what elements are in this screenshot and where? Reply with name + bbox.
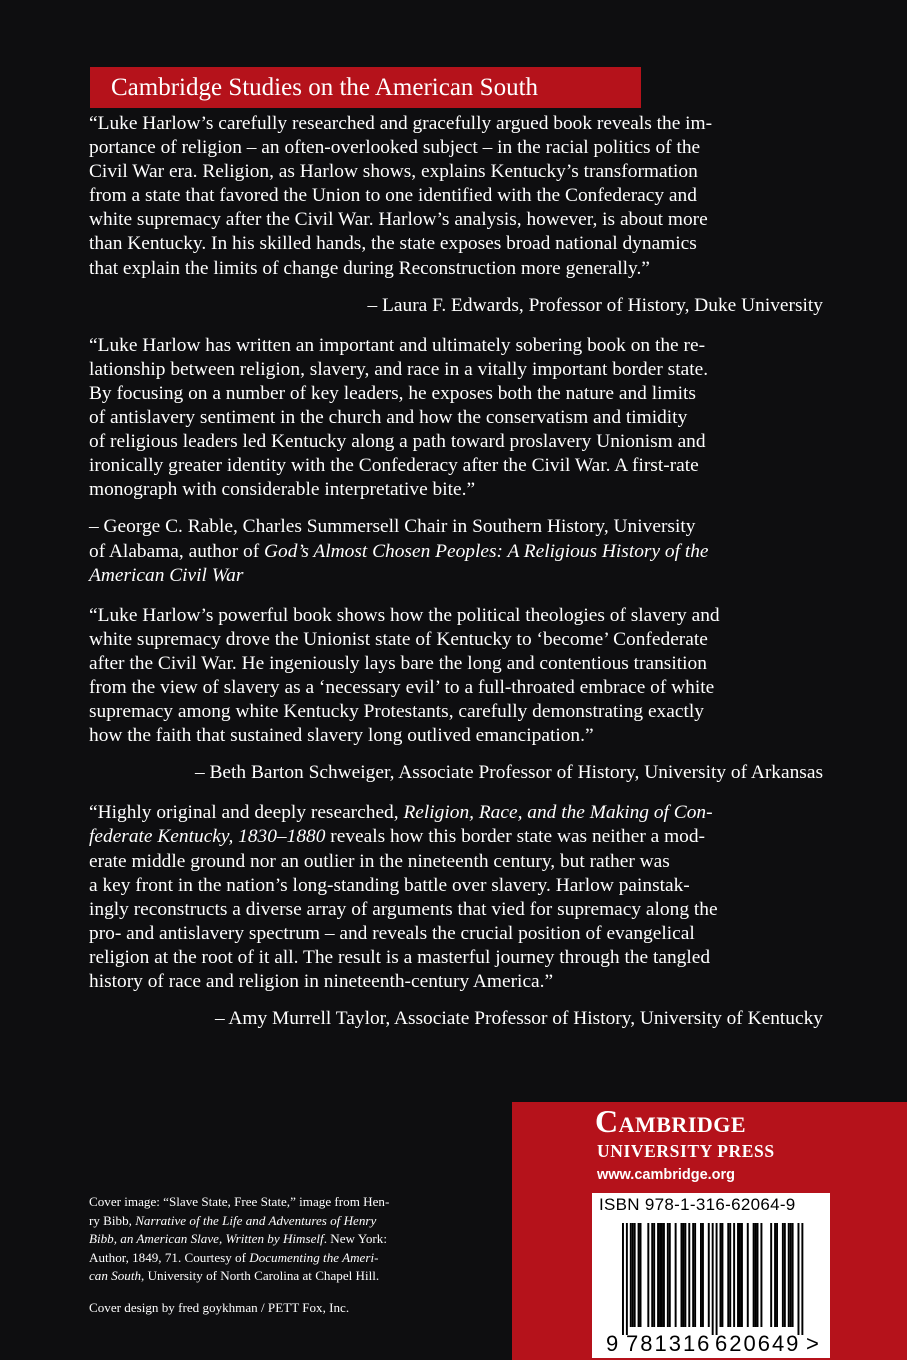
blurb-line: ironically greater identity with the Confederacy after the Civil War. A first-rate — [89, 455, 699, 477]
blurb-line: “Luke Harlow’s powerful book shows how the political theologies of slavery and — [89, 604, 720, 626]
barcode-bar — [661, 1223, 663, 1327]
barcode-bar — [684, 1223, 686, 1327]
blurb-3-quote — [89, 604, 823, 749]
publisher-box — [512, 1102, 907, 1360]
barcode-bar — [638, 1223, 640, 1327]
barcode-bar — [755, 1223, 757, 1327]
barcode-bar — [702, 1223, 704, 1327]
credit-text: . New York: — [323, 1231, 387, 1246]
barcode-bar — [663, 1223, 665, 1327]
credit-line — [89, 1267, 441, 1286]
blurb-text: reveals how this border state was neither a mod- — [325, 826, 706, 848]
blurb-line: By focusing on a number of key leaders, he exposes both the nature and limits — [89, 382, 696, 404]
barcode-bar — [760, 1223, 762, 1327]
barcode-bar — [647, 1223, 649, 1327]
barcode — [592, 1193, 830, 1358]
barcode-digit-first: 9 — [606, 1331, 619, 1356]
barcode-bar — [659, 1223, 661, 1327]
blurb-line: of antislavery sentiment in the church and how the conservatism and timidity — [89, 407, 688, 429]
barcode-bar — [708, 1223, 710, 1327]
credit-text: Author, 1849, 71. Courtesy of — [89, 1249, 250, 1265]
barcode-bar — [741, 1223, 743, 1327]
barcode-bar — [788, 1223, 790, 1327]
blurb-line: supremacy among white Kentucky Protestants, carefully demonstrating exactly — [89, 701, 704, 723]
barcode-bar — [692, 1223, 694, 1327]
barcode-digits-left: 781316 — [626, 1331, 712, 1356]
book-title-cont: American Civil War — [89, 564, 244, 586]
barcode-bar — [667, 1223, 669, 1327]
credit-italic: Documenting the Ameri- — [249, 1249, 379, 1265]
blurb-line: white supremacy after the Civil War. Harlow’s analysis, however, is about more — [89, 209, 708, 231]
barcode-bar — [651, 1223, 653, 1327]
barcode-bar — [770, 1223, 772, 1327]
barcode-bar — [694, 1223, 696, 1327]
blurb-line — [89, 801, 823, 825]
barcode-bar — [776, 1223, 778, 1327]
barcode-bar — [790, 1223, 792, 1327]
blurb-3-attribution: – Beth Barton Schweiger, Associate Professor of History, University of Arkansas — [194, 762, 823, 784]
blurb-line: of religious leaders led Kentucky along a path toward proslavery Unionism and — [89, 431, 706, 453]
barcode-bar — [792, 1223, 794, 1327]
book-title-cont: federate Kentucky, 1830–1880 — [89, 826, 326, 848]
blurb-line: from a state that favored the Union to one identified with the Confederacy and — [89, 185, 697, 207]
barcode-bar — [675, 1223, 677, 1327]
blurb-line — [89, 825, 823, 849]
blurb-1-attribution: – Laura F. Edwards, Professor of History, Duke University — [367, 294, 823, 316]
credit-italic: can South — [89, 1268, 142, 1283]
attribution-line — [89, 540, 823, 564]
blurb-4-attribution: – Amy Murrell Taylor, Associate Professor of History, University of Kentucky — [214, 1008, 823, 1030]
series-banner — [90, 67, 641, 108]
blurb-1-quote — [89, 112, 823, 281]
credit-text: , University of North Carolina at Chapel Hill. — [141, 1268, 380, 1283]
credit-text: ry Bibb, — [89, 1212, 136, 1228]
blurb-line: that explain the limits of change during Reconstruction more generally.” — [89, 257, 650, 279]
credit-italic: Narrative of the Life and Adventures of Henry — [135, 1212, 377, 1228]
barcode-bar — [720, 1223, 722, 1327]
barcode-bar — [682, 1223, 684, 1327]
blurb-line: “Luke Harlow has written an important and ultimately sobering book on the re- — [89, 334, 706, 356]
book-title: Religion, Race, and the Making of Con- — [403, 802, 713, 824]
barcode-bar — [681, 1223, 683, 1327]
blurb-line: a key front in the nation’s long-standing battle over slavery. Harlow painstak- — [89, 874, 690, 896]
barcode-bar — [626, 1223, 628, 1335]
blurb-text: “Highly original and deeply researched, — [89, 802, 404, 824]
attribution-line — [89, 564, 823, 588]
barcode-bar — [727, 1223, 729, 1327]
credit-italic: Bibb, an American Slave, Written by Himself — [89, 1231, 324, 1246]
barcode-bar — [737, 1223, 739, 1327]
blurb-line: monograph with considerable interpretative bite.” — [89, 479, 476, 501]
barcode-digits-right: 620649 — [715, 1331, 801, 1356]
credit-line — [89, 1230, 441, 1249]
publisher-url: www.cambridge.org — [597, 1167, 736, 1183]
publisher-logo: Cambridge — [595, 1103, 747, 1139]
isbn-barcode-box — [592, 1193, 830, 1358]
barcode-bar — [798, 1223, 800, 1335]
barcode-bar — [753, 1223, 755, 1327]
blurbs — [89, 112, 823, 1031]
cover-design-credit: Cover design by fred goykhman / PETT Fox, Inc. — [89, 1300, 350, 1315]
barcode-bar — [640, 1223, 642, 1327]
barcode-bar — [782, 1223, 784, 1327]
blurb-line: history of race and religion in nineteenth-century America.” — [89, 971, 554, 992]
barcode-bar — [774, 1223, 776, 1327]
barcode-bar — [721, 1223, 723, 1327]
barcode-bar — [716, 1223, 718, 1335]
blurb-line: white supremacy drove the Unionist state of Kentucky to ‘become’ Confederate — [89, 628, 708, 650]
isbn-label: ISBN 978-1-316-62064-9 — [599, 1195, 796, 1214]
barcode-bar — [657, 1223, 659, 1327]
blurb-line: pro- and antislavery spectrum – and reveals the crucial position of evangelical — [89, 922, 695, 944]
barcode-bar — [801, 1223, 803, 1335]
barcode-bar — [688, 1223, 690, 1327]
blurb-line: religion at the root of it all. The result is a masterful journey through the tangled — [89, 946, 711, 968]
blurb-line: from the view of slavery as a ‘necessary evil’ to a full-throated embrace of white — [89, 676, 715, 698]
blurb-line: after the Civil War. He ingeniously lays bare the long and contentious transition — [89, 652, 707, 674]
cover-credits — [89, 1193, 441, 1286]
book-title: God’s Almost Chosen Peoples: A Religious History of the — [264, 540, 709, 562]
blurb-2-quote — [89, 334, 823, 503]
barcode-bar — [669, 1223, 671, 1327]
barcode-bar — [632, 1223, 634, 1327]
attribution-line: – George C. Rable, Charles Summersell Chair in Southern History, University — [89, 516, 696, 538]
attribution-text: of Alabama, author of — [89, 540, 264, 562]
barcode-bar — [712, 1223, 714, 1335]
barcode-bar — [747, 1223, 749, 1327]
credit-line — [89, 1249, 441, 1268]
blurb-line: Civil War era. Religion, as Harlow shows, explains Kentucky’s transformation — [89, 161, 698, 183]
barcode-bar — [700, 1223, 702, 1327]
blurb-4-quote — [89, 801, 823, 994]
blurb-line: than Kentucky. In his skilled hands, the state exposes broad national dynamics — [89, 233, 697, 255]
barcode-bar — [757, 1223, 759, 1327]
barcode-bar — [729, 1223, 731, 1327]
series-title: Cambridge Studies on the American South — [111, 74, 539, 101]
credit-line — [89, 1212, 441, 1231]
barcode-bar — [739, 1223, 741, 1327]
credit-line: Cover image: “Slave State, Free State,” image from Hen- — [89, 1194, 390, 1209]
blurb-line: “Luke Harlow’s carefully researched and gracefully argued book reveals the im- — [89, 113, 713, 134]
blurb-line: erate middle ground nor an outlier in the nineteenth century, but rather was — [89, 850, 670, 872]
blurb-line: portance of religion – an often-overlooked subject – in the racial politics of the — [89, 137, 701, 159]
blurb-line: lationship between religion, slavery, and race in a vitally important border state. — [89, 358, 709, 380]
barcode-bar — [784, 1223, 786, 1327]
blurb-2-attribution — [89, 515, 823, 587]
barcode-bar — [622, 1223, 624, 1335]
barcode-bar — [630, 1223, 632, 1327]
blurb-line: ingly reconstructs a diverse array of arguments that vied for supremacy along the — [89, 898, 718, 920]
barcode-bar — [653, 1223, 655, 1327]
publisher-subtitle: UNIVERSITY PRESS — [597, 1141, 775, 1161]
barcode-bar — [634, 1223, 636, 1327]
barcode-bar — [733, 1223, 735, 1327]
barcode-quiet-mark: > — [806, 1331, 819, 1356]
blurb-line: how the faith that sustained slavery long outlived emancipation.” — [89, 725, 594, 747]
